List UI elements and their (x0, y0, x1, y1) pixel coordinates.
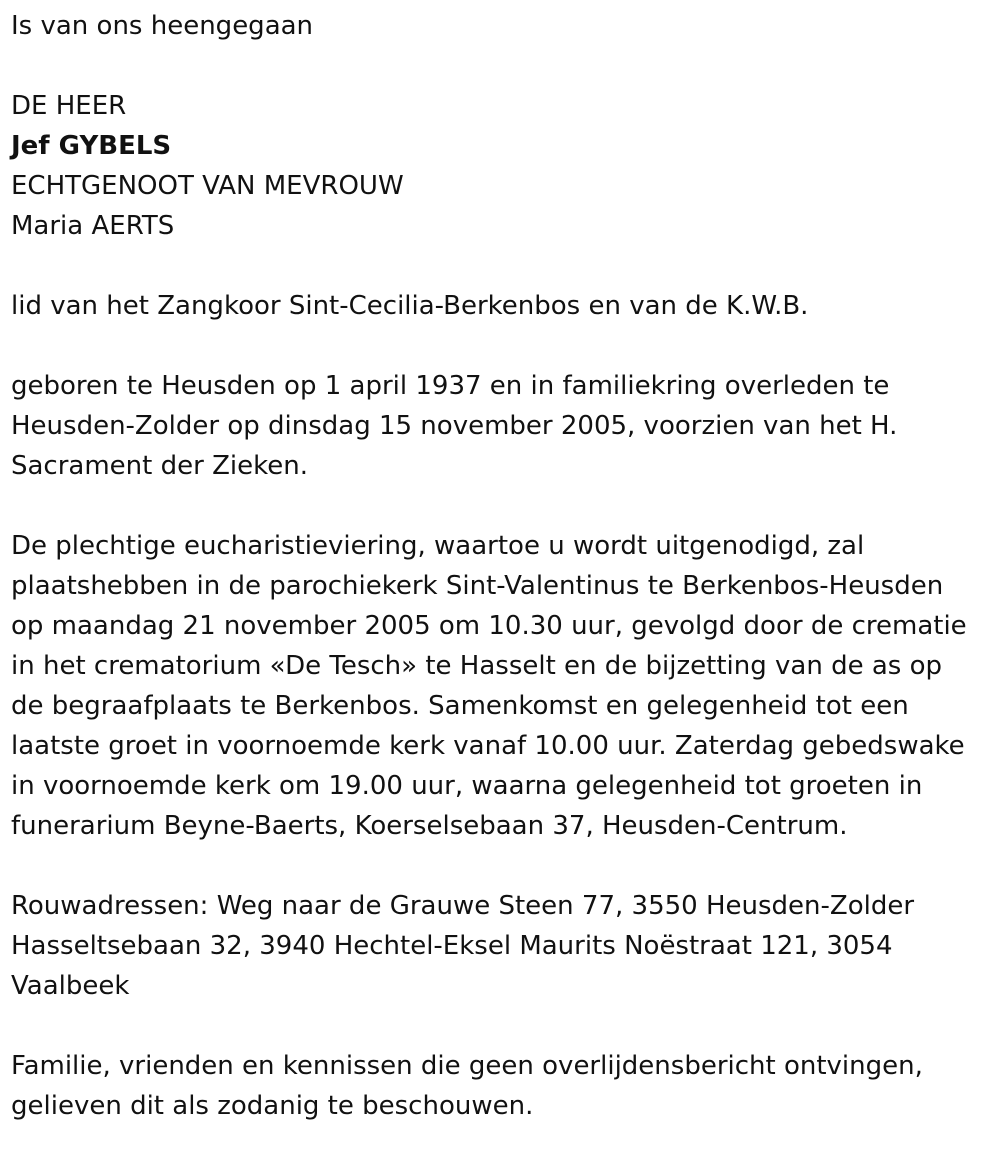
paragraph-line: Familie, vrienden en kennissen die geen overlijdensbericht ontvingen, (11, 1051, 923, 1081)
paragraph-line: gelieven dit als zodanig te beschouwen. (11, 1091, 534, 1121)
spacer (11, 846, 996, 886)
death-notice (11, 6, 996, 1126)
paragraph-line: De plechtige eucharistieviering, waartoe u wordt uitgenodigd, zal (11, 531, 865, 561)
paragraph-line: Vaalbeek (11, 971, 130, 1001)
intro-text: Is van ons heengegaan (11, 11, 314, 41)
paragraph-line: de begraafplaats te Berkenbos. Samenkomst en gelegenheid tot een (11, 691, 909, 721)
paragraph-line: funerarium Beyne-Baerts, Koerselsebaan 37, Heusden-Centrum. (11, 811, 848, 841)
membership-text: lid van het Zangkoor Sint-Cecilia-Berkenbos en van de K.W.B. (11, 291, 809, 321)
spacer (11, 1006, 996, 1046)
spouse-name: Maria AERTS (11, 211, 175, 241)
addresses-paragraph (11, 886, 996, 1006)
paragraph-line: plaatshebben in de parochiekerk Sint-Valentinus te Berkenbos-Heusden (11, 571, 944, 601)
paragraph-line: laatste groet in voornoemde kerk vanaf 10.00 uur. Zaterdag gebedswake (11, 731, 965, 761)
spouse-prefix: ECHTGENOOT VAN MEVROUW (11, 171, 404, 201)
ceremony-paragraph (11, 526, 996, 846)
paragraph-line: Rouwadressen: Weg naar de Grauwe Steen 77, 3550 Heusden-Zolder (11, 891, 915, 921)
spacer (11, 46, 996, 86)
spacer (11, 486, 996, 526)
paragraph-line: Heusden-Zolder op dinsdag 15 november 2005, voorzien van het H. (11, 411, 898, 441)
spacer (11, 326, 996, 366)
closing-paragraph (11, 1046, 996, 1126)
deceased-name: Jef GYBELS (11, 131, 172, 161)
paragraph-line: in voornoemde kerk om 19.00 uur, waarna gelegenheid tot groeten in (11, 771, 923, 801)
spacer (11, 246, 996, 286)
title-prefix: DE HEER (11, 91, 127, 121)
paragraph-line: op maandag 21 november 2005 om 10.30 uur, gevolgd door de crematie (11, 611, 967, 641)
paragraph-line: in het crematorium «De Tesch» te Hasselt en de bijzetting van de as op (11, 651, 942, 681)
paragraph-line: geboren te Heusden op 1 april 1937 en in familiekring overleden te (11, 371, 890, 401)
birth-death-paragraph (11, 366, 996, 486)
paragraph-line: Sacrament der Zieken. (11, 451, 308, 481)
paragraph-line: Hasseltsebaan 32, 3940 Hechtel-Eksel Maurits Noëstraat 121, 3054 (11, 931, 893, 961)
